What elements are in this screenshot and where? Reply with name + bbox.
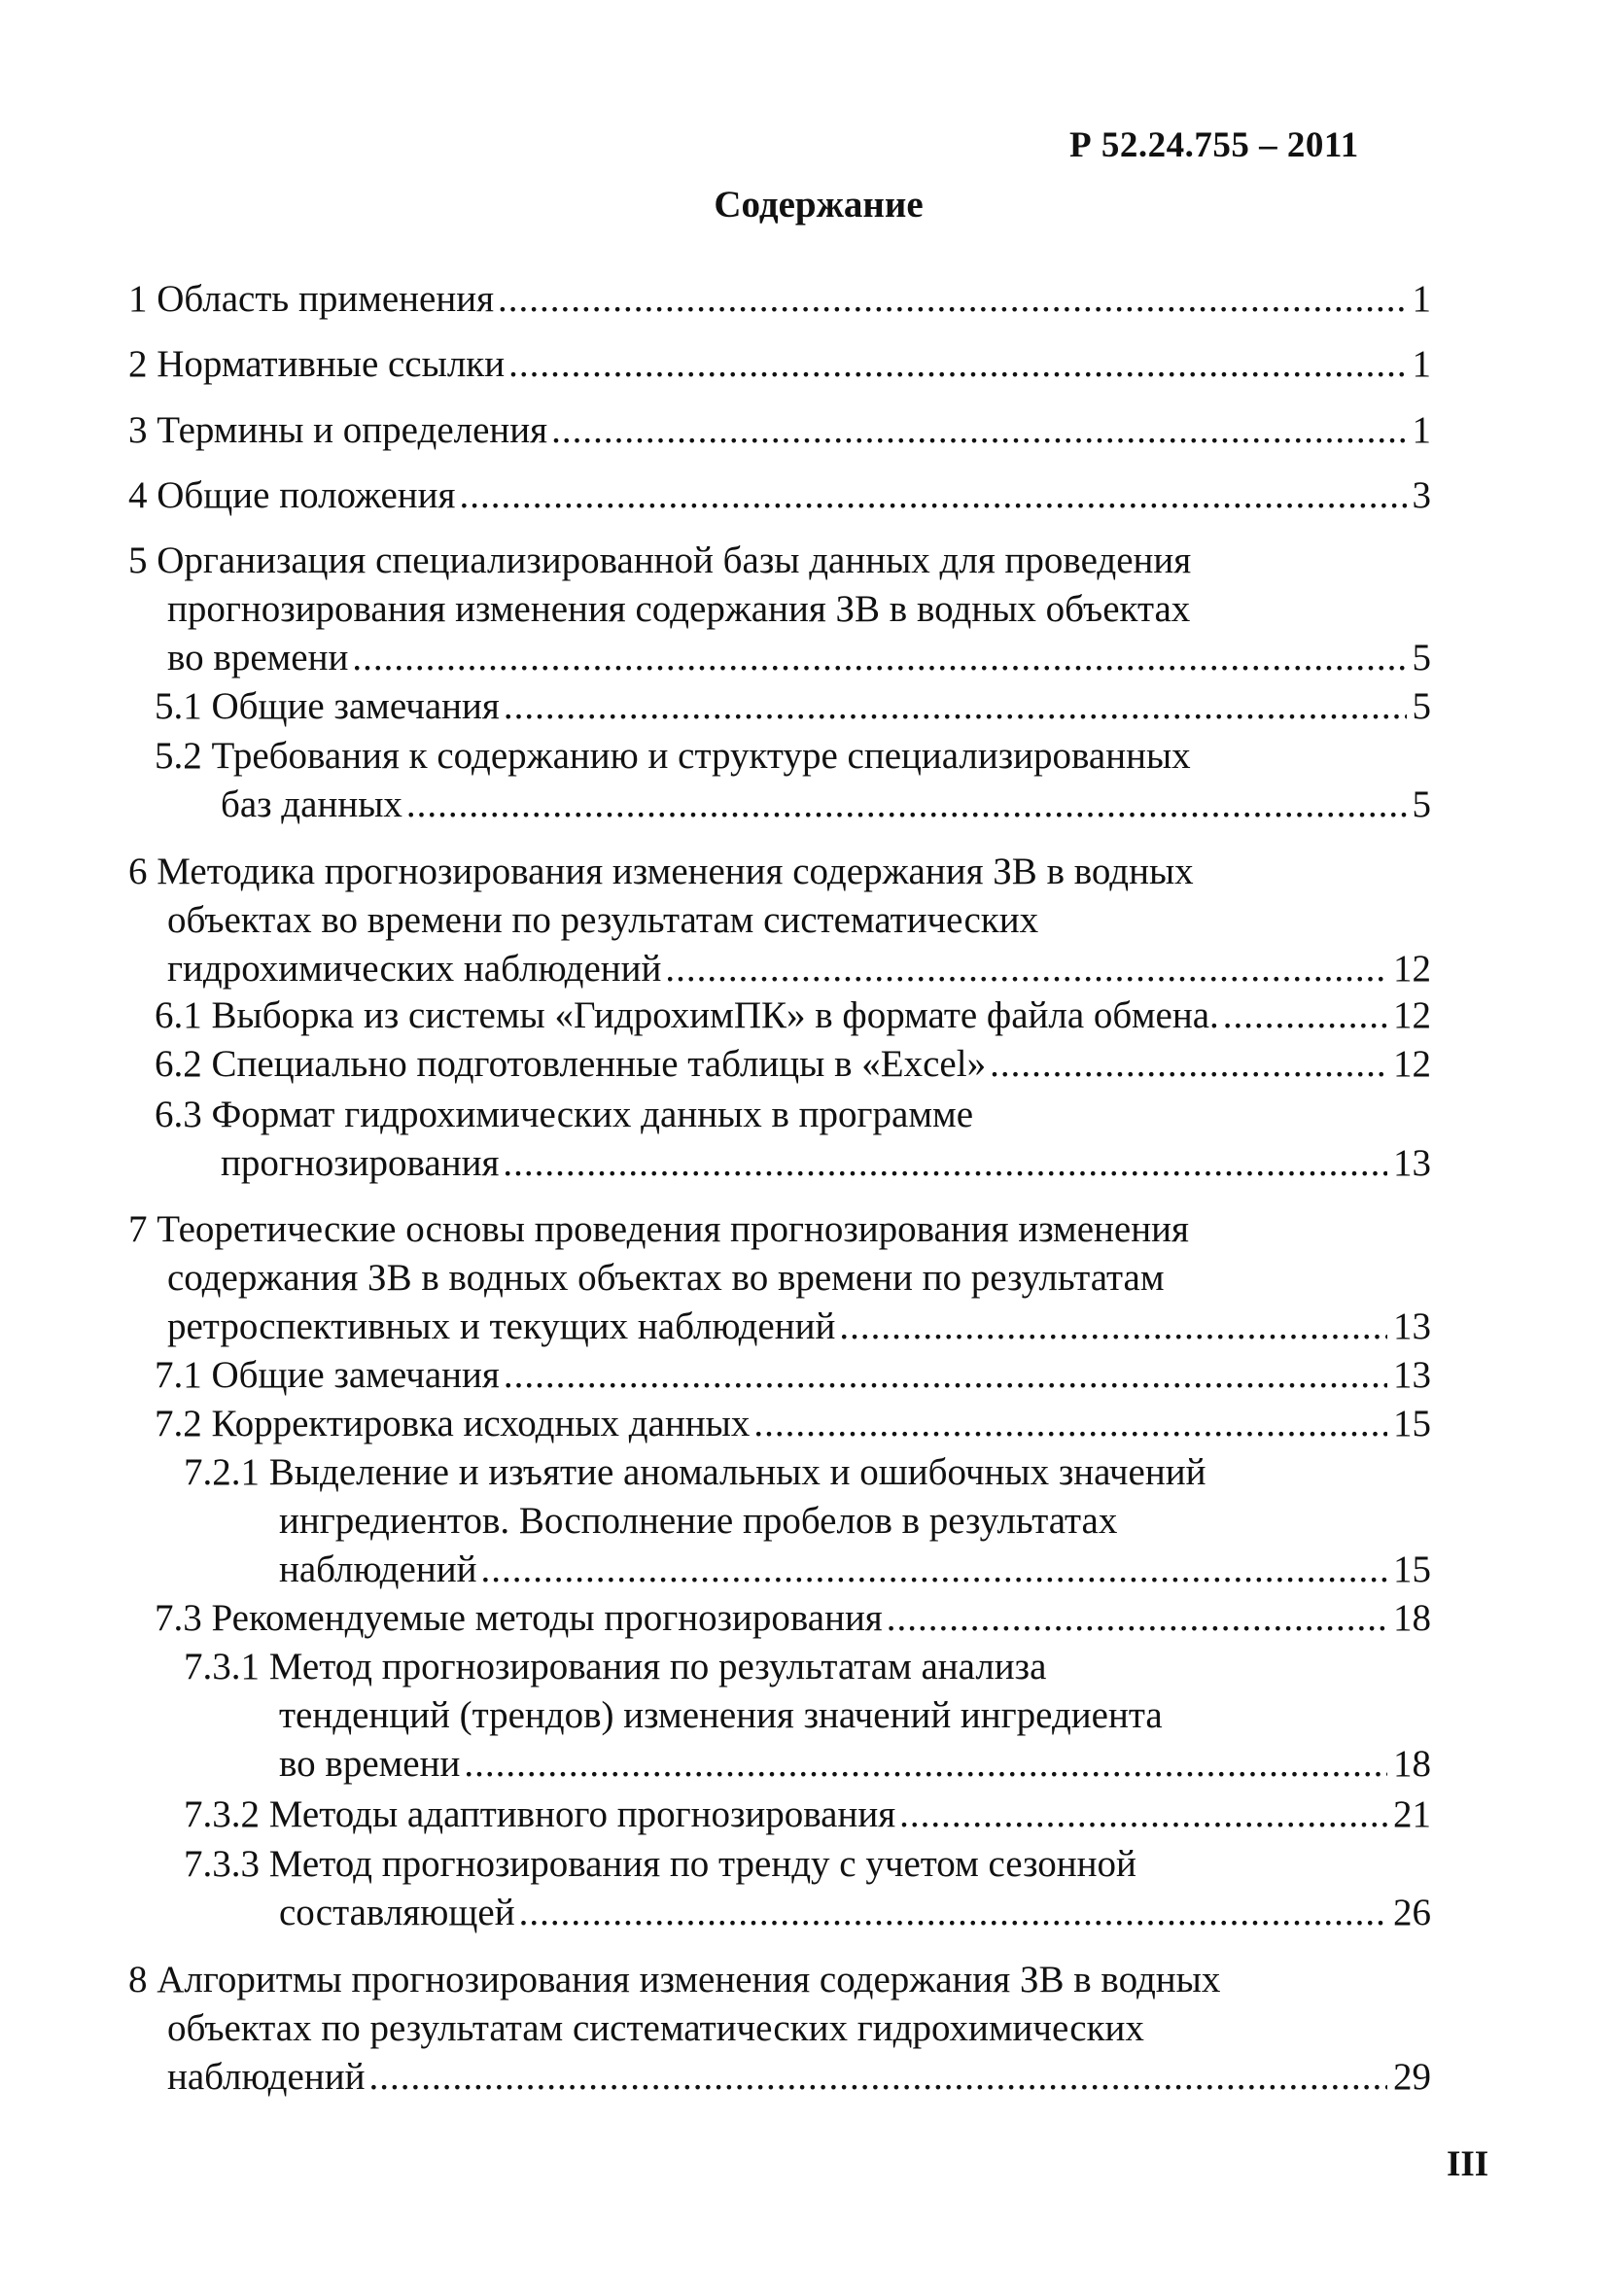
toc-entry-last-line (128, 471, 1431, 520)
toc-entry-title: 7.2 Корректировка исходных данных (155, 1403, 751, 1444)
toc-entry-last-line (184, 1791, 1431, 1839)
toc-page-number: 1 (1412, 409, 1431, 451)
toc-entry-title: 4 Общие положения (128, 474, 456, 516)
toc-page-number: 13 (1393, 1142, 1431, 1184)
toc-entry-line: 6.3 Формат гидрохимических данных в программе (155, 1094, 974, 1135)
dot-leader (406, 781, 1407, 829)
toc-page-number: 3 (1412, 474, 1431, 516)
toc-entry-title: 7.3 Рекомендуемые методы прогнозирования (155, 1597, 883, 1639)
dot-leader (504, 682, 1407, 731)
toc-entry-last-line (155, 1400, 1431, 1448)
toc-entry-last-line (279, 1546, 1431, 1594)
document-code: Р 52.24.755 – 2011 (1069, 125, 1359, 165)
toc-entry-title: во времени (167, 637, 349, 678)
toc-entry-line: тенденций (трендов) изменения значений ингредиента (279, 1694, 1163, 1736)
toc-entry-line: 5 Организация специализированной базы данных для проведения (128, 539, 1192, 581)
toc-entry-title: составляющей (279, 1892, 515, 1933)
dot-leader (464, 1740, 1387, 1789)
toc-page-number: 5 (1412, 685, 1431, 727)
toc-page-number: 1 (1412, 343, 1431, 385)
toc-page-number: 12 (1393, 1043, 1431, 1085)
toc-entry-title: баз данных (221, 783, 402, 825)
toc-entry-line: 7.3.1 Метод прогнозирования по результатам анализа (184, 1646, 1047, 1687)
toc-page-number: 29 (1393, 2056, 1431, 2098)
toc-entry-title: наблюдений (279, 1548, 477, 1590)
toc-entry-last-line (221, 781, 1431, 829)
dot-leader (498, 275, 1406, 324)
toc-entry-title: гидрохимических наблюдений (167, 948, 662, 990)
toc-page-number: 13 (1393, 1305, 1431, 1347)
toc-entry-title: 7.1 Общие замечания (155, 1354, 500, 1396)
dot-leader (368, 2053, 1387, 2102)
dot-leader (665, 945, 1387, 993)
toc-entry-last-line (155, 991, 1431, 1040)
dot-leader (504, 1351, 1387, 1400)
toc-entry-last-line (167, 634, 1431, 682)
toc-entry-last-line (167, 1303, 1431, 1351)
toc-entry-title: во времени (279, 1743, 461, 1785)
dot-leader (753, 1400, 1387, 1448)
toc-entry-last-line (155, 1351, 1431, 1400)
toc-page-number: 5 (1412, 783, 1431, 825)
dot-leader (887, 1594, 1387, 1643)
toc-page-number: 15 (1393, 1403, 1431, 1444)
toc-entry-last-line (128, 340, 1431, 389)
toc-page-number: 18 (1393, 1743, 1431, 1785)
toc-entry-last-line (221, 1139, 1431, 1188)
toc-entry-title: прогнозирования (221, 1142, 500, 1184)
toc-entry-last-line (167, 2053, 1431, 2102)
toc-entry-last-line (155, 1040, 1431, 1089)
dot-leader (480, 1546, 1387, 1594)
toc-entry-line: прогнозирования изменения содержания ЗВ в водных объектах (167, 588, 1191, 630)
dot-leader (508, 340, 1406, 389)
toc-entry-last-line (155, 1594, 1431, 1643)
toc-entry-line: ингредиентов. Восполнение пробелов в результатах (279, 1500, 1118, 1542)
toc-entry-last-line (128, 406, 1431, 455)
toc-entry-last-line (167, 945, 1431, 993)
toc-entry-line: объектах по результатам систематических гидрохимических (167, 2007, 1144, 2049)
toc-page-number: 12 (1393, 994, 1431, 1036)
toc-entry-title: ретроспективных и текущих наблюдений (167, 1305, 836, 1347)
toc-entry-line: объектах во времени по результатам систематических (167, 899, 1039, 941)
toc-page-number: 18 (1393, 1597, 1431, 1639)
toc-entry-title: 7.3.2 Методы адаптивного прогнозирования (184, 1793, 896, 1835)
dot-leader (352, 634, 1406, 682)
page-number-roman: III (1447, 2144, 1489, 2184)
dot-leader (899, 1791, 1387, 1839)
toc-entry-last-line (279, 1740, 1431, 1789)
toc-entry-line: 7.2.1 Выделение и изъятие аномальных и ошибочных значений (184, 1451, 1206, 1493)
toc-page-number: 26 (1393, 1892, 1431, 1933)
toc-entry-last-line (279, 1889, 1431, 1937)
dot-leader (1223, 991, 1387, 1040)
toc-page-number: 13 (1393, 1354, 1431, 1396)
dot-leader (503, 1139, 1387, 1188)
toc-title: Содержание (714, 184, 924, 226)
toc-entry-title: 2 Нормативные ссылки (128, 343, 506, 385)
dot-leader (519, 1889, 1387, 1937)
toc-entry-title: 5.1 Общие замечания (155, 685, 500, 727)
toc-entry-line: 6 Методика прогнозирования изменения содержания ЗВ в водных (128, 851, 1194, 892)
toc-page-number: 12 (1393, 948, 1431, 990)
toc-entry-line: 7.3.3 Метод прогнозирования по тренду с учетом сезонной (184, 1843, 1136, 1885)
toc-entry-line: содержания ЗВ в водных объектах во времени по результатам (167, 1257, 1165, 1299)
toc-entry-last-line (128, 275, 1431, 324)
dot-leader (551, 406, 1406, 455)
toc-page-number: 5 (1412, 637, 1431, 678)
toc-page-number: 1 (1412, 278, 1431, 320)
toc-entry-title: наблюдений (167, 2056, 366, 2098)
toc-entry-title: 6.1 Выборка из системы «ГидрохимПК» в формате файла обмена. (155, 994, 1219, 1036)
toc-entry-title: 3 Термины и определения (128, 409, 548, 451)
toc-entry-line: 7 Теоретические основы проведения прогнозирования изменения (128, 1208, 1189, 1250)
toc-entry-title: 1 Область применения (128, 278, 495, 320)
toc-page-number: 21 (1393, 1793, 1431, 1835)
toc-page-number: 15 (1393, 1548, 1431, 1590)
dot-leader (839, 1303, 1387, 1351)
toc-entry-title: 6.2 Специально подготовленные таблицы в «Excel» (155, 1043, 987, 1085)
toc-entry-line: 5.2 Требования к содержанию и структуре специализированных (155, 735, 1191, 777)
toc-entry-line: 8 Алгоритмы прогнозирования изменения содержания ЗВ в водных (128, 1959, 1221, 2000)
toc-entry-last-line (155, 682, 1431, 731)
dot-leader (460, 471, 1407, 520)
dot-leader (990, 1040, 1387, 1089)
